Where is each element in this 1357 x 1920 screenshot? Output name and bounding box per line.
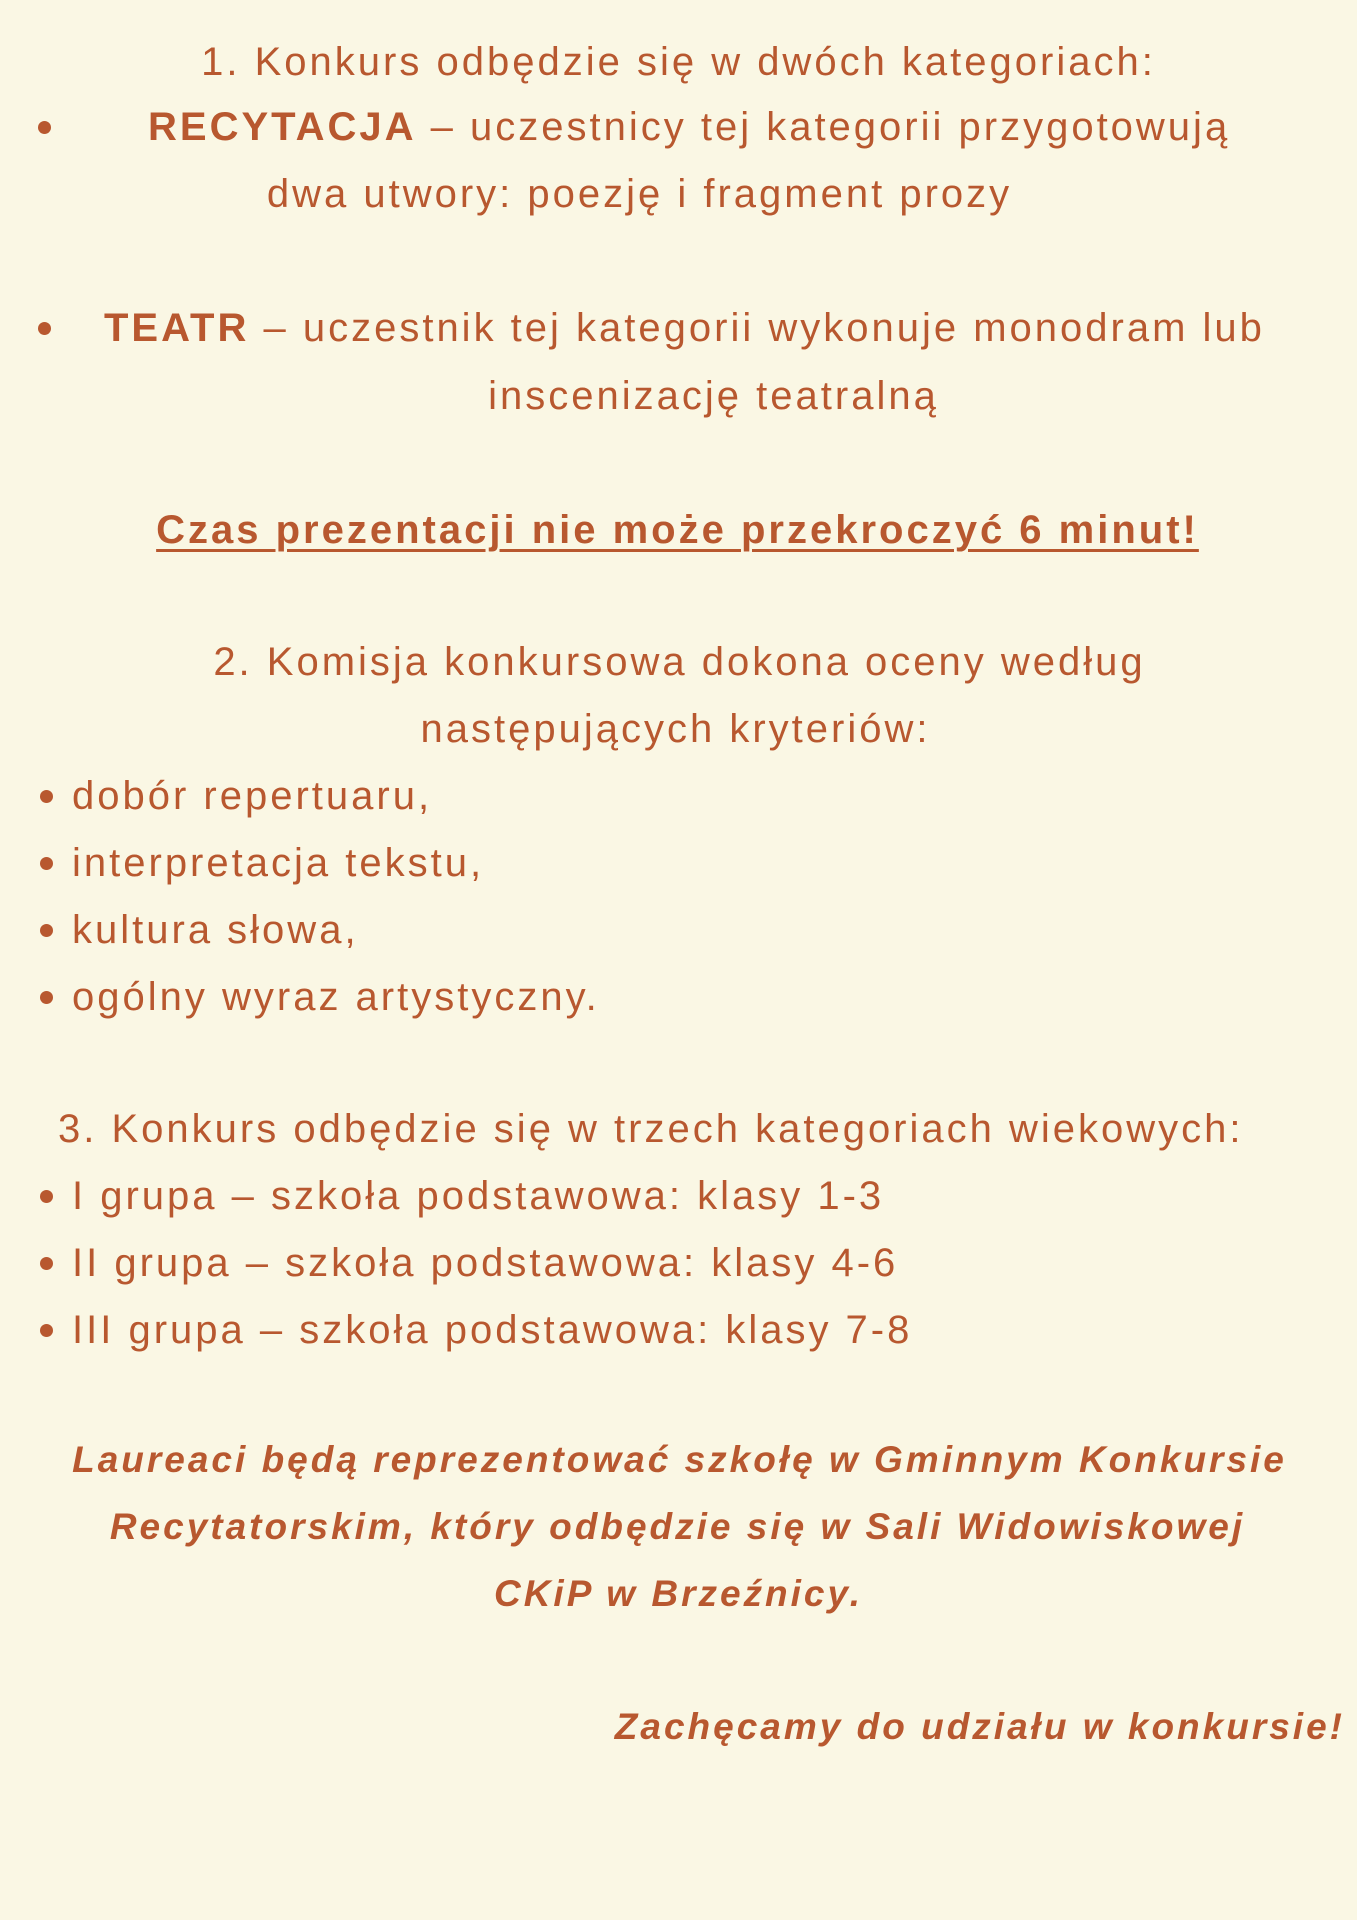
- section1-heading: 1. Konkurs odbędzie się w dwóch kategoriach:: [201, 40, 1156, 84]
- laureaci-line1: Laureaci będą reprezentować szkołę w Gminnym Konkursie: [72, 1439, 1287, 1480]
- teatr-text-line2: inscenizację teatralną: [488, 374, 939, 418]
- recytacja-label: RECYTACJA: [148, 105, 417, 149]
- section3-heading-text: 3. Konkurs odbędzie się w trzech kategoriach wiekowych:: [58, 1107, 1244, 1151]
- closing-text: Zachęcamy do udziału w konkursie!: [614, 1706, 1345, 1747]
- bullet-icon: [40, 1190, 53, 1203]
- bullet-icon: [40, 1324, 53, 1337]
- recytacja-text-line2: dwa utwory: poezję i fragment prozy: [266, 172, 1013, 216]
- time-limit-text: Czas prezentacji nie może przekroczyć 6 minut!: [156, 508, 1199, 552]
- criteria-item-label: interpretacja tekstu,: [72, 841, 485, 885]
- age-group-label: III grupa – szkoła podstawowa: klasy 7-8: [72, 1308, 913, 1352]
- age-group-label: I grupa – szkoła podstawowa: klasy 1-3: [72, 1174, 885, 1218]
- laureaci-line3: CKiP w Brzeźnicy.: [493, 1573, 863, 1614]
- recytacja-text: – uczestnicy tej kategorii przygotowują: [416, 105, 1231, 149]
- criteria-item-label: kultura słowa,: [72, 908, 359, 952]
- bullet-icon: [40, 857, 53, 870]
- criteria-item-label: ogólny wyraz artystyczny.: [72, 975, 600, 1019]
- laureaci-line2: Recytatorskim, który odbędzie się w Sali Widowiskowej: [109, 1506, 1246, 1547]
- teatr-label: TEATR: [104, 306, 250, 350]
- bullet-icon: [40, 790, 53, 803]
- teatr-text: – uczestnik tej kategorii wykonuje monodram lub: [249, 306, 1265, 350]
- bullet-icon: [40, 991, 53, 1004]
- section2-heading-line2: następujących kryteriów:: [420, 707, 931, 751]
- criteria-item-label: dobór repertuaru,: [72, 774, 433, 818]
- section2-heading-line1: 2. Komisja konkursowa dokona oceny według: [213, 640, 1146, 684]
- bullet-icon: [38, 121, 51, 134]
- bullet-icon: [38, 322, 51, 335]
- time-limit-notice: [0, 506, 1356, 554]
- age-group-label: II grupa – szkoła podstawowa: klasy 4-6: [72, 1241, 899, 1285]
- bullet-icon: [40, 924, 53, 937]
- bullet-icon: [40, 1257, 53, 1270]
